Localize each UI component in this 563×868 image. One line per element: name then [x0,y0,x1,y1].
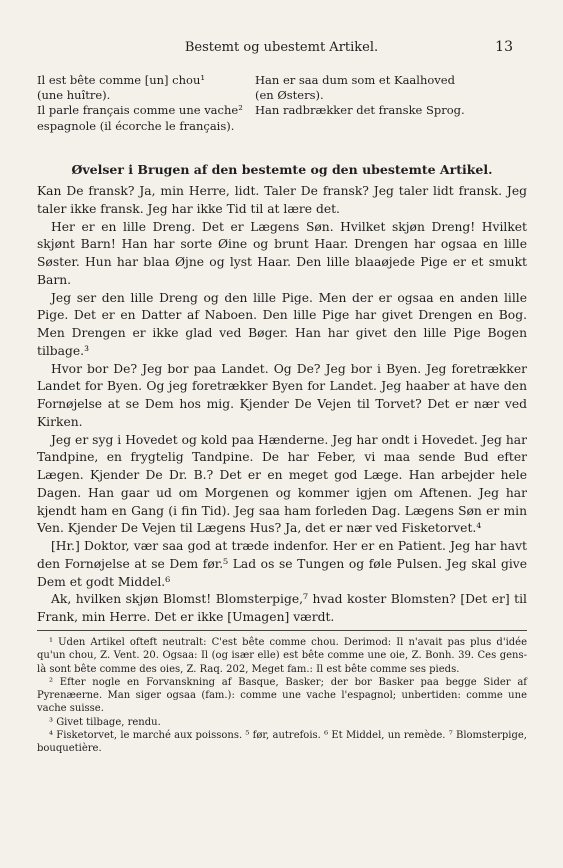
french-expression: Il parle français comme une vache² [37,103,243,118]
expression-pairs [37,73,527,134]
danish-expression: Han radbrækker det franske Sprog. [255,103,465,118]
footnotes [37,636,527,756]
paragraph: [Hr.] Doktor, vær saa god at træde indenfor. Her er en Patient. Jeg har havt den Fornøjelse at se Dem før.⁵ Lad os se Tungen og føle Pulsen. Jeg skal give Dem et godt Middel.⁶ [37,539,527,589]
footnote: ³ Givet tilbage, rendu. [49,716,161,728]
running-title: Bestemt og ubestemt Artikel. [184,40,379,55]
paragraph: Jeg ser den lille Dreng og den lille Pige. Men der er ogsaa en anden lille Pige. Det er en Datter af Naboen. Den lille Pige har givet Drengen en Bog. Men Drengen er ikke glad ved Bøger. Han har givet den lille Pige Bogen tilbage.³ [37,290,527,358]
expression-row [37,73,527,88]
expression-row [37,103,527,118]
exercise-text [37,183,527,627]
paragraph: Jeg er syg i Hovedet og kold paa Hænderne. Jeg har ondt i Hovedet. Jeg har Tandpine, en frygtelig Tandpine. De har Feber, vi maa sende Bud efter Lægen. Kjender De Dr. B.? Det er en meget god Læge. Han arbejder hele Dagen. Han gaar ud om Morgenen og kommer igjen om Aftenen. Jeg har kjendt ham en Gang (i fin Tid). Jeg saa ham forleden Dag. Lægens Søn er min Ven. Kjender De Vejen til Lægens Hus? Ja, det er nær ved Fisketorvet.⁴ [37,432,527,536]
paragraph: Ak, hvilken skjøn Blomst! Blomsterpige,⁷ hvad koster Blomsten? [Det er] til Frank, min Herre. Det er ikke [Umagen] værdt. [37,592,527,624]
page-number: 13 [495,39,513,55]
section-heading: Øvelser i Brugen af den bestemte og den ubestemte Artikel. [71,162,493,177]
danish-expression: Han er saa dum som et Kaalhoved [255,73,455,87]
french-expression: Il est bête comme [un] chou¹ [37,73,205,87]
expression-row [37,88,527,103]
french-expression: (une huître). [37,88,111,103]
footnote: ¹ Uden Artikel ofteft neutralt: C'est bête comme chou. Derimod: Il n'avait pas plus d'idée qu'un chou, Z. Vent. 20. Ogsaa: Il (og især elle) est bête comme une oie, Z. Bonh. 39. Ces gens-là sont bête comme des oies, Z. Raq. 202, Meget fam.: Il est bête comme ses pieds. [37,637,527,675]
footnote-divider [37,630,527,631]
paragraph: Hvor bor De? Jeg bor paa Landet. Og De? Jeg bor i Byen. Jeg foretrækker Landet for Byen. Og jeg foretrækker Byen for Landet. Jeg haaber at have den Fornøjelse at se Dem hos mig. Kjender De Vejen til Torvet? Det er nær ved Kirken. [37,361,527,429]
french-expression: espagnole (il écorche le français). [37,118,235,133]
paragraph: Kan De fransk? Ja, min Herre, lidt. Taler De fransk? Jeg taler lidt fransk. Jeg taler ikke fransk. Jeg har ikke Tid til at lære det. [37,184,527,216]
footnote: ⁴ Fisketorvet, le marché aux poissons. ⁵ før, autrefois. ⁶ Et Middel, un remède. ⁷ Blomsterpige, bouquetière. [37,730,527,755]
paragraph: Her er en lille Dreng. Det er Lægens Søn. Hvilket skjøn Dreng! Hvilket skjønt Barn! Han har sorte Øine og brunt Haar. Drengen har ogsaa en lille Søster. Hun har blaa Øjne og lyst Haar. Den lille blaaøjede Pige er et smukt Barn. [37,219,527,287]
danish-expression [255,119,527,134]
danish-expression: (en Østers). [255,88,324,103]
expression-row [37,119,527,134]
footnote: ² Efter nogle en Forvanskning af Basque, Basker; der bor Basker paa begge Sider af Pyrenæerne. Man siger ogsaa (fam.): comme une vache l'espagnol; unbertiden: comme une vache suisse. [37,676,527,715]
